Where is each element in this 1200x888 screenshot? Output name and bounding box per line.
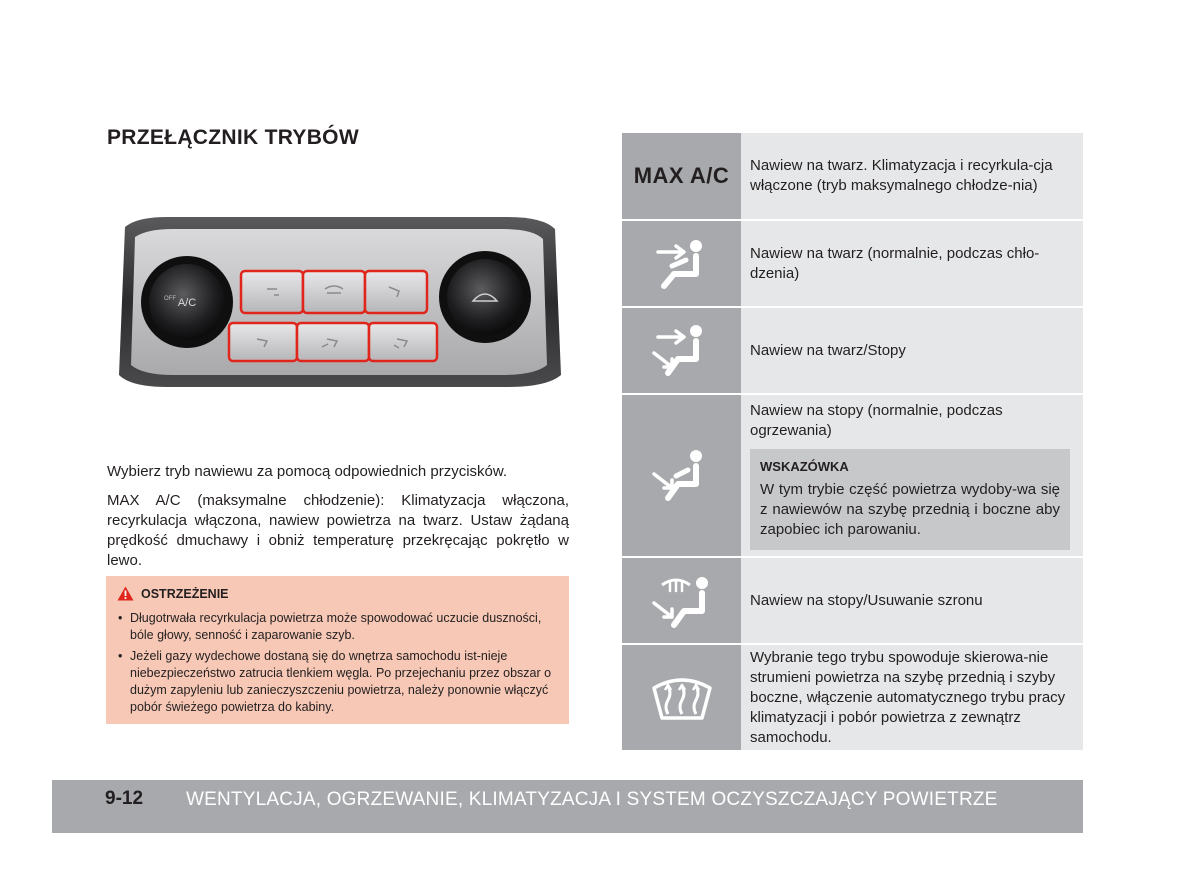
mode-icon-cell xyxy=(622,395,741,556)
mode-row-face-feet xyxy=(622,308,1083,395)
warning-item: • Długotrwała recyrkulacja powietrza może spowodować uczucie duszności, bóle głowy, senność i zaparowanie szyb. xyxy=(118,610,560,644)
face-feet-vent-icon xyxy=(650,323,714,379)
note-text: W tym trybie część powietrza wydoby-wa się z nawiewów na szybę przednią i boczne aby zapobiec ich parowaniu. xyxy=(760,481,1060,538)
intro-paragraph-2: MAX A/C (maksymalne chłodzenie): Klimatyzacja włączona, recyrkulacja włączona, nawiew powietrza na twarz. Ustaw żądaną prędkość dmuchawy i obniż temperaturę przekręcając pokrętło w lewo. xyxy=(107,492,569,569)
intro-text xyxy=(107,462,569,580)
page-number: 9-12 xyxy=(105,788,144,809)
mode-row-feet xyxy=(622,395,1083,558)
ac-knob-label: A/C xyxy=(177,297,197,309)
mode-buttons-top xyxy=(241,271,427,313)
climate-panel-photo xyxy=(107,205,570,400)
off-label: OFF xyxy=(164,296,176,302)
note-box xyxy=(750,449,1070,550)
warning-list xyxy=(118,610,560,720)
mode-description: Nawiew na twarz (normalnie, podczas chło-dzenia) xyxy=(741,221,1083,306)
feet-vent-icon xyxy=(650,448,714,504)
mode-row-defrost xyxy=(622,645,1083,750)
page-footer xyxy=(52,780,1083,833)
mode-table xyxy=(622,133,1083,750)
mode-icon-cell xyxy=(622,133,741,219)
chapter-title: WENTYLACJA, OGRZEWANIE, KLIMATYZACJA I SYSTEM OCZYSZCZAJĄCY POWIETRZE xyxy=(186,789,998,810)
face-vent-icon xyxy=(650,236,714,292)
warning-header xyxy=(117,586,229,601)
mode-icon-cell xyxy=(622,221,741,306)
mode-icon-cell xyxy=(622,558,741,643)
mode-description: Wybranie tego trybu spowoduje skierowa-nie strumieni powietrza na szybę przednią i szyby boczne, włączenie automatycznego trybu pracy klimatyzacji i pobór powietrza z zewnątrz samochodu. xyxy=(741,645,1083,750)
warning-triangle-icon xyxy=(117,586,134,601)
mode-row-feet-defrost xyxy=(622,558,1083,645)
section-title: PRZEŁĄCZNIK TRYBÓW xyxy=(107,126,359,149)
mode-description: Nawiew na twarz/Stopy xyxy=(741,308,1083,393)
note-title: WSKAZÓWKA xyxy=(760,459,849,474)
mode-description: Nawiew na stopy/Usuwanie szronu xyxy=(741,558,1083,643)
mode-description-cell xyxy=(741,395,1083,556)
max-ac-label: MAX A/C xyxy=(633,163,730,188)
mode-icon-cell xyxy=(622,645,741,750)
intro-paragraph-1: Wybierz tryb nawiewu za pomocą odpowiednich przycisków. xyxy=(107,463,508,480)
warning-box xyxy=(106,576,569,724)
mode-buttons-bottom xyxy=(229,323,437,361)
windshield-defrost-icon xyxy=(650,674,714,722)
mode-description: Nawiew na stopy (normalnie, podczas ogrzewania) xyxy=(750,402,1003,439)
feet-defrost-icon xyxy=(650,573,714,629)
warning-item: • Jeżeli gazy wydechowe dostaną się do wnętrza samochodu ist-nieje niebezpieczeństwo zatrucia tlenkiem węgla. Po przejechaniu przez obszar o dużym zapyleniu lub zanieczyszczeniu powietrza, należy ponownie włączyć pobór świeżego powietrza do kabiny. xyxy=(118,648,560,716)
mode-row-max-ac xyxy=(622,133,1083,221)
warning-title: OSTRZEŻENIE xyxy=(141,586,229,601)
mode-description: Nawiew na twarz. Klimatyzacja i recyrkula-cja włączone (tryb maksymalnego chłodze-nia) xyxy=(741,133,1083,219)
mode-row-face xyxy=(622,221,1083,308)
mode-icon-cell xyxy=(622,308,741,393)
